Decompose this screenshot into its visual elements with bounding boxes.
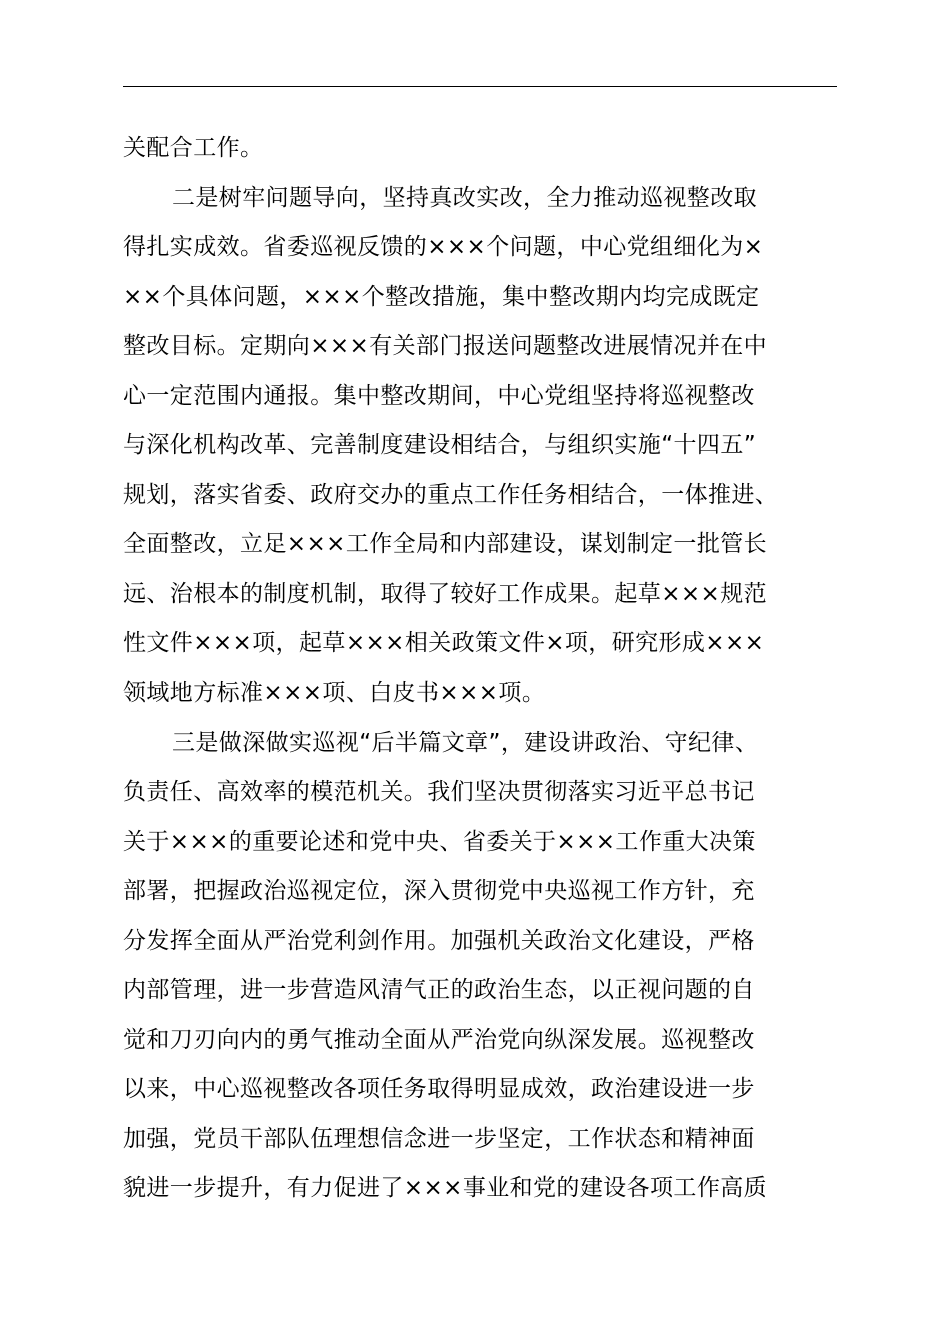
text-line: 关配合工作。 <box>123 135 264 161</box>
text-line: 觉和刀刃向内的勇气推动全面从严治党向纵深发展。巡视整改 <box>123 1027 755 1053</box>
text-line: 加强，党员干部队伍理想信念进一步坚定，工作状态和精神面 <box>123 1126 755 1152</box>
text-line: 部署，把握政治巡视定位，深入贯彻党中央巡视工作方针，充 <box>123 878 755 904</box>
header-rule <box>123 86 837 87</box>
text-line: 整改目标。定期向×××有关部门报送问题整改进展情况并在中 <box>123 333 768 359</box>
text-line: 规划，落实省委、政府交办的重点工作任务相结合，一体推进、 <box>123 482 779 508</box>
text-line: 性文件×××项，起草×××相关政策文件×项，研究形成××× <box>123 630 765 656</box>
text-line: 与深化机构改革、完善制度建设相结合，与组织实施“十四五” <box>123 432 757 458</box>
paragraph-start-line: 二是树牢问题导向，坚持真改实改，全力推动巡视整改取 <box>172 185 757 211</box>
text-line: 内部管理，进一步营造风清气正的政治生态，以正视问题的自 <box>123 977 755 1003</box>
text-line: 关于×××的重要论述和党中央、省委关于×××工作重大决策 <box>123 829 756 855</box>
text-line: 领域地方标准×××项、白皮书×××项。 <box>123 680 546 706</box>
text-line: 心一定范围内通报。集中整改期间，中心党组坚持将巡视整改 <box>123 383 755 409</box>
text-line: 全面整改，立足×××工作全局和内部建设，谋划制定一批管长 <box>123 531 768 557</box>
text-line: ××个具体问题，×××个整改措施，集中整改期内均完成既定 <box>123 284 760 310</box>
text-line: 得扎实成效。省委巡视反馈的×××个问题，中心党组细化为× <box>123 234 764 260</box>
text-line: 以来，中心巡视整改各项任务取得明显成效，政治建设进一步 <box>123 1076 755 1102</box>
text-line: 远、治根本的制度机制，取得了较好工作成果。起草×××规范 <box>123 581 768 607</box>
paragraph-start-line: 三是做深做实巡视“后半篇文章”，建设讲政治、守纪律、 <box>172 730 759 756</box>
text-line: 负责任、高效率的模范机关。我们坚决贯彻落实习近平总书记 <box>123 779 755 805</box>
text-line: 分发挥全面从严治党利剑作用。加强机关政治文化建设，严格 <box>123 928 755 954</box>
text-line: 貌进一步提升，有力促进了×××事业和党的建设各项工作高质 <box>123 1175 768 1201</box>
